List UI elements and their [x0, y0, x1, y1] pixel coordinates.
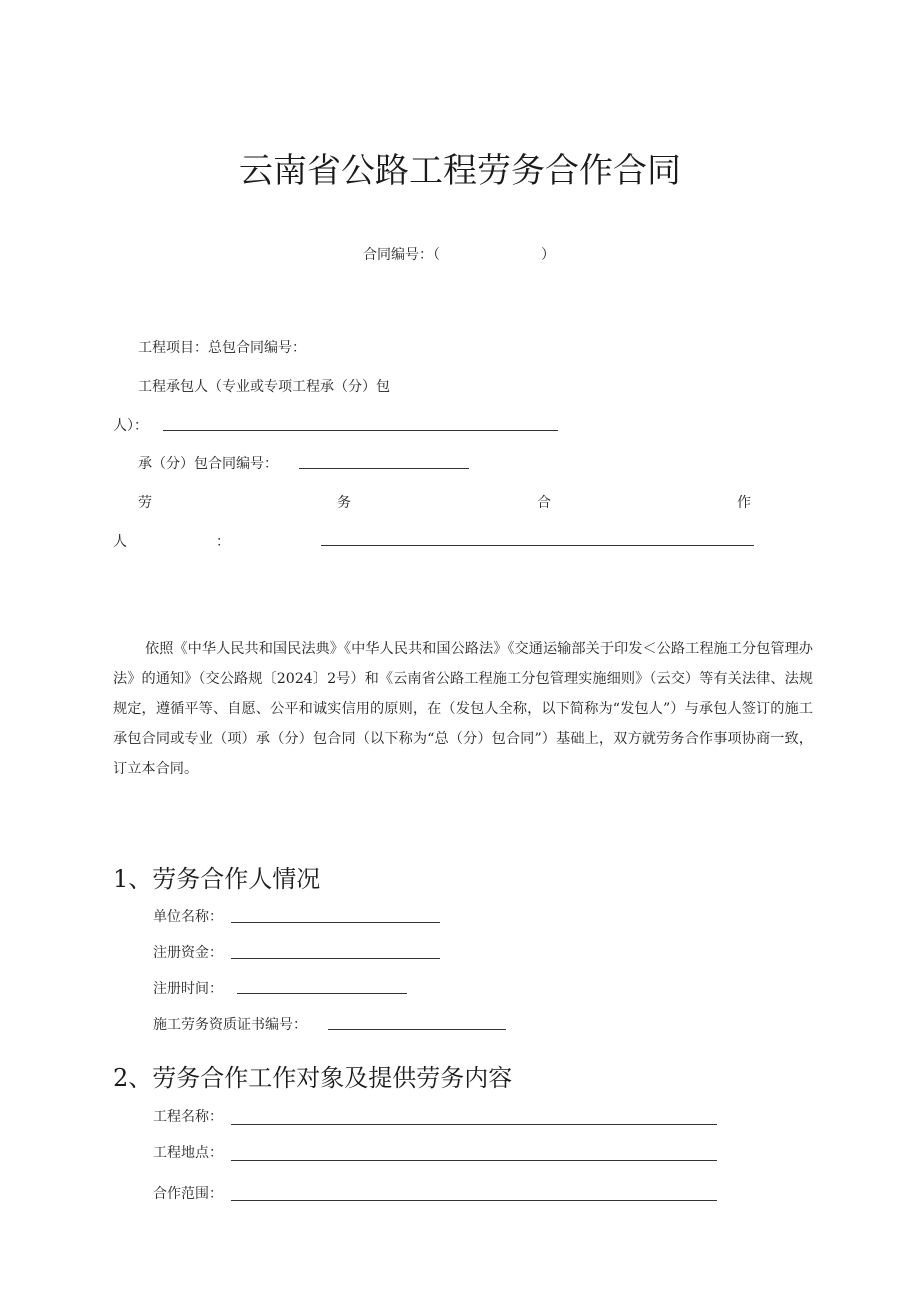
project-name-label: 工程名称：: [153, 1109, 223, 1125]
labor-partner-colon: ：: [216, 534, 230, 550]
subcontract-number-blank[interactable]: [299, 468, 469, 469]
contractor-label-line2: 人）：: [113, 418, 148, 434]
qualification-cert-label: 施工劳务资质证书编号：: [153, 1017, 307, 1033]
labor-partner-char-5: 人: [113, 534, 127, 550]
labor-partner-char-3: 合: [537, 495, 551, 511]
unit-name-label: 单位名称：: [153, 909, 223, 925]
preamble-paragraph: 依照《中华人民共和国民法典》《中华人民共和国公路法》《交通运输部关于印发＜公路工程施工分包管理办法》的通知》（交公路规〔2024〕2号）和《云南省公路工程施工分包管理实施细则》（云交）等有关法律、法规规定，遵循平等、自愿、公平和诚实信用的原则，在（发包人全称，以下简称为“发包人”）与承包人签订的施工承包合同或专业（项）承（分）包合同（以下称为“总（分）包合同”）基础上，双方就劳务合作事项协商一致，订立本合同。: [113, 641, 813, 777]
registration-date-label: 注册时间：: [153, 981, 223, 997]
labor-partner-char-2: 务: [337, 495, 351, 511]
section-2-heading: 2、劳务合作工作对象及提供劳务内容: [113, 1064, 513, 1092]
section-1-heading: 1、劳务合作人情况: [113, 865, 321, 893]
unit-name-blank[interactable]: [231, 922, 440, 923]
labor-partner-char-1: 劳: [138, 495, 152, 511]
project-name-blank[interactable]: [231, 1124, 717, 1125]
registered-capital-label: 注册资金：: [153, 945, 223, 961]
cooperation-scope-blank[interactable]: [231, 1200, 717, 1201]
subcontract-number-label: 承（分）包合同编号：: [138, 456, 278, 472]
cooperation-scope-label: 合作范围：: [153, 1186, 223, 1202]
labor-partner-char-4: 作: [737, 495, 751, 511]
project-location-blank[interactable]: [231, 1160, 717, 1161]
contractor-label-line1: 工程承包人（专业或专项工程承（分）包: [138, 379, 390, 395]
contract-number-close: ）: [541, 247, 555, 263]
registered-capital-blank[interactable]: [231, 958, 440, 959]
project-label: 工程项目：总包合同编号：: [138, 340, 306, 356]
contractor-blank-line[interactable]: [163, 430, 558, 431]
registration-date-blank[interactable]: [237, 993, 407, 994]
contract-number-label: 合同编号：（: [363, 247, 440, 263]
document-title: 云南省公路工程劳务合作合同: [239, 151, 681, 191]
qualification-cert-blank[interactable]: [328, 1029, 506, 1030]
project-location-label: 工程地点：: [153, 1145, 223, 1161]
labor-partner-blank[interactable]: [321, 545, 754, 546]
